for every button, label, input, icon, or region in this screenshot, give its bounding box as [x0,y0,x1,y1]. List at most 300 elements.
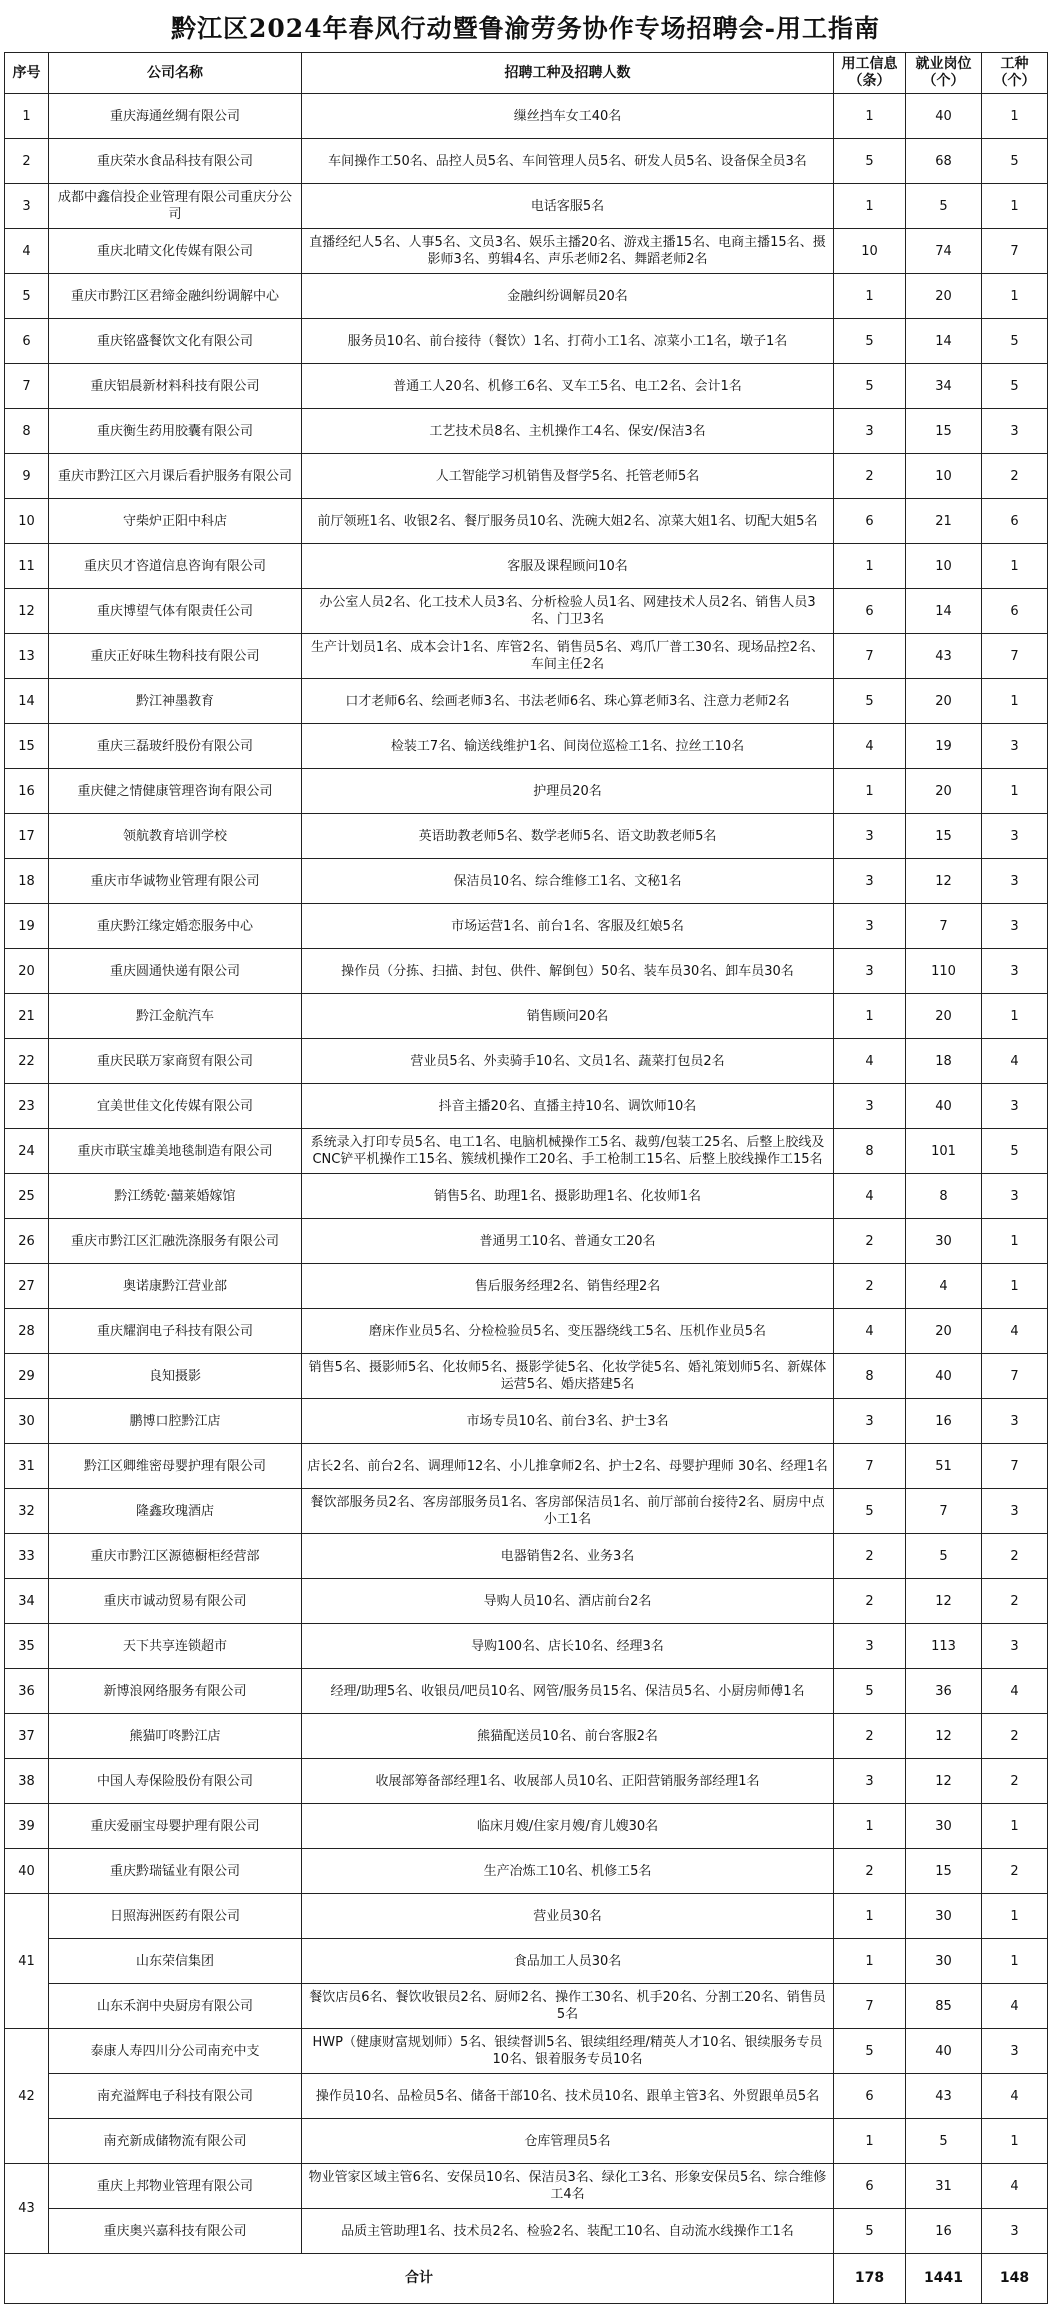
info-count: 1 [834,1804,906,1849]
positions-count: 14 [906,589,982,634]
job-list [302,1039,834,1084]
row-index: 40 [5,1849,49,1894]
row-index: 28 [5,1309,49,1354]
positions-count: 20 [906,994,982,1039]
job-list [302,949,834,994]
positions-count: 43 [906,2074,982,2119]
table-row [5,1444,1048,1489]
job-list-text: 营业员5名、外卖骑手10名、文员1名、蔬菜打包员2名 [410,1053,725,1069]
job-list-text: 电器销售2名、业务3名 [500,1548,635,1564]
positions-count: 7 [906,1489,982,1534]
positions-count: 40 [906,1354,982,1399]
company-name: 隆鑫玫瑰酒店 [49,1489,302,1534]
positions-count: 5 [906,1534,982,1579]
recruitment-table [4,52,1048,2304]
row-index: 13 [5,634,49,679]
row-index: 37 [5,1714,49,1759]
info-count: 2 [834,1264,906,1309]
types-count: 3 [982,2029,1048,2074]
company-name: 重庆爱丽宝母婴护理有限公司 [49,1804,302,1849]
types-count: 2 [982,1849,1048,1894]
table-row [5,454,1048,499]
row-index: 20 [5,949,49,994]
job-list-text: 生产计划员1名、成本会计1名、库管2名、销售员5名、鸡爪厂普工30名、现场品控2名、车间主任2名 [311,640,824,672]
row-index: 38 [5,1759,49,1804]
table-row [5,1264,1048,1309]
job-list [302,1399,834,1444]
types-count: 7 [982,229,1048,274]
company-name: 南充新成储物流有限公司 [49,2119,302,2164]
types-count: 2 [982,1579,1048,1624]
table-row [5,1624,1048,1669]
row-index: 22 [5,1039,49,1084]
row-index: 2 [5,139,49,184]
company-name: 重庆荣水食品科技有限公司 [49,139,302,184]
table-row [5,1894,1048,1939]
job-list [302,229,834,274]
job-list [302,2074,834,2119]
job-list [302,589,834,634]
job-list-text: 仓库管理员5名 [524,2133,611,2149]
types-count: 3 [982,409,1048,454]
positions-count: 15 [906,814,982,859]
table-row [5,1129,1048,1174]
row-index: 1 [5,94,49,139]
info-count: 5 [834,2029,906,2074]
positions-count: 30 [906,1894,982,1939]
company-name: 重庆博望气体有限责任公司 [49,589,302,634]
info-count: 4 [834,1309,906,1354]
job-list [302,1084,834,1129]
company-name: 黔江区卿维密母婴护理有限公司 [49,1444,302,1489]
table-row [5,1849,1048,1894]
table-row [5,2074,1048,2119]
company-name: 重庆市黔江区源德橱柜经营部 [49,1534,302,1579]
types-count: 4 [982,1984,1048,2029]
company-name: 重庆市黔江区汇融洗涤服务有限公司 [49,1219,302,1264]
job-list-text: 办公室人员2名、化工技术人员3名、分析检验人员1名、网建技术人员2名、销售人员3名、门卫3名 [319,595,816,627]
positions-count: 20 [906,769,982,814]
row-index: 12 [5,589,49,634]
info-count: 5 [834,139,906,184]
positions-count: 10 [906,454,982,499]
info-count: 3 [834,1399,906,1444]
job-list [302,274,834,319]
table-row [5,1489,1048,1534]
positions-count: 40 [906,94,982,139]
types-count: 2 [982,1759,1048,1804]
job-list [302,1714,834,1759]
totals-label: 合计 [5,2254,834,2304]
positions-count: 30 [906,1219,982,1264]
positions-count: 110 [906,949,982,994]
row-index: 6 [5,319,49,364]
job-list-text: 磨床作业员5名、分检检验员5名、变压器绕线工5名、压机作业员5名 [368,1323,767,1339]
info-count: 5 [834,364,906,409]
positions-count: 15 [906,409,982,454]
table-row [5,1579,1048,1624]
job-list [302,1624,834,1669]
table-row [5,184,1048,229]
types-count: 5 [982,1129,1048,1174]
job-list [302,1579,834,1624]
job-list [302,859,834,904]
row-index: 23 [5,1084,49,1129]
job-list [302,499,834,544]
info-count: 3 [834,1624,906,1669]
company-name: 黔江绣乾·囍莱婚嫁馆 [49,1174,302,1219]
info-count: 5 [834,1489,906,1534]
job-list [302,1444,834,1489]
job-list-text: 电话客服5名 [530,198,605,214]
company-name: 重庆北晴文化传媒有限公司 [49,229,302,274]
job-list [302,1984,834,2029]
types-count: 2 [982,454,1048,499]
info-count: 3 [834,814,906,859]
table-row [5,499,1048,544]
positions-count: 4 [906,1264,982,1309]
job-list-text: 系统录入打印专员5名、电工1名、电脑机械操作工5名、裁剪/包装工25名、后整上胶线及CNC铲平机操作工15名、簇绒机操作工20名、手工枪制工15名、后整上胶线操作工15名 [310,1135,825,1167]
row-index: 4 [5,229,49,274]
table-row [5,1354,1048,1399]
table-row [5,1984,1048,2029]
table-row [5,1714,1048,1759]
job-list [302,679,834,724]
row-index: 32 [5,1489,49,1534]
positions-count: 31 [906,2164,982,2209]
types-count: 3 [982,1174,1048,1219]
job-list-text: 熊猫配送员10名、前台客服2名 [477,1728,658,1744]
info-count: 5 [834,319,906,364]
types-count: 4 [982,1309,1048,1354]
positions-count: 15 [906,1849,982,1894]
row-index: 27 [5,1264,49,1309]
info-count: 6 [834,499,906,544]
job-list-text: 销售5名、摄影师5名、化妆师5名、摄影学徒5名、化妆学徒5名、婚礼策划师5名、新媒体运营5名、婚庆搭建5名 [308,1360,827,1392]
table-row [5,2029,1048,2074]
table-row [5,1939,1048,1984]
row-index: 25 [5,1174,49,1219]
info-count: 7 [834,634,906,679]
job-list [302,769,834,814]
types-count: 3 [982,724,1048,769]
company-name: 领航教育培训学校 [49,814,302,859]
job-list-text: 缫丝挡车女工40名 [513,108,622,124]
row-index: 15 [5,724,49,769]
positions-count: 12 [906,859,982,904]
table-row [5,814,1048,859]
company-name: 重庆奥兴嘉科技有限公司 [49,2209,302,2254]
header-positions: 就业岗位（个） [906,53,982,94]
types-count: 1 [982,1264,1048,1309]
positions-count: 40 [906,2029,982,2074]
job-list [302,1219,834,1264]
job-list-text: 店长2名、前台2名、调理师12名、小儿推拿师2名、护士2名、母婴护理师 30名、经理1名 [307,1458,828,1474]
positions-count: 18 [906,1039,982,1084]
info-count: 1 [834,544,906,589]
totals-info: 178 [834,2254,906,2304]
company-name: 鹏博口腔黔江店 [49,1399,302,1444]
company-name: 重庆正好味生物科技有限公司 [49,634,302,679]
row-index: 31 [5,1444,49,1489]
job-list [302,724,834,769]
positions-count: 12 [906,1759,982,1804]
job-list-text: 餐饮部服务员2名、客房部服务员1名、客房部保洁员1名、前厅部前台接待2名、厨房中点小工1名 [310,1495,825,1527]
company-name: 重庆健之情健康管理咨询有限公司 [49,769,302,814]
row-index: 36 [5,1669,49,1714]
types-count: 7 [982,634,1048,679]
info-count: 2 [834,454,906,499]
types-count: 3 [982,814,1048,859]
job-list [302,904,834,949]
job-list-text: 食品加工人员30名 [513,1953,622,1969]
company-name: 重庆上邦物业管理有限公司 [49,2164,302,2209]
company-name: 重庆黔瑞锰业有限公司 [49,1849,302,1894]
job-list [302,1264,834,1309]
job-list [302,1939,834,1984]
job-list-text: 客服及课程顾问10名 [507,558,628,574]
table-row [5,94,1048,139]
types-count: 4 [982,1039,1048,1084]
job-list [302,634,834,679]
row-index: 18 [5,859,49,904]
info-count: 4 [834,1174,906,1219]
types-count: 3 [982,1399,1048,1444]
job-list-text: 销售顾问20名 [526,1008,609,1024]
job-list [302,409,834,454]
positions-count: 85 [906,1984,982,2029]
table-row [5,1399,1048,1444]
info-count: 2 [834,1714,906,1759]
types-count: 1 [982,274,1048,319]
positions-count: 51 [906,1444,982,1489]
job-list-text: 物业管家区域主管6名、安保员10名、保洁员3名、绿化工3名、形象安保员5名、综合维修工4名 [308,2170,827,2202]
company-name: 重庆贝才咨道信息咨询有限公司 [49,544,302,589]
job-list [302,364,834,409]
company-name: 良知摄影 [49,1354,302,1399]
job-list-text: 餐饮店员6名、餐饮收银员2名、厨师2名、操作工30名、机手20名、分割工20名、销售员5名 [309,1990,826,2022]
table-body [5,94,1048,2254]
company-name: 南充溢辉电子科技有限公司 [49,2074,302,2119]
types-count: 3 [982,859,1048,904]
positions-count: 19 [906,724,982,769]
row-index: 33 [5,1534,49,1579]
info-count: 6 [834,2074,906,2119]
types-count: 3 [982,1489,1048,1534]
info-count: 2 [834,1579,906,1624]
job-list [302,544,834,589]
info-count: 4 [834,1039,906,1084]
table-row [5,679,1048,724]
table-row [5,904,1048,949]
row-index: 26 [5,1219,49,1264]
types-count: 4 [982,2164,1048,2209]
types-count: 1 [982,1939,1048,1984]
types-count: 5 [982,139,1048,184]
page-title: 黔江区2024年春风行动暨鲁渝劳务协作专场招聘会-用工指南 [171,14,880,43]
job-list [302,1354,834,1399]
company-name: 山东禾润中央厨房有限公司 [49,1984,302,2029]
job-list-text: 操作员10名、品检员5名、储备干部10名、技术员10名、跟单主管3名、外贸跟单员5名 [315,2088,820,2104]
info-count: 5 [834,2209,906,2254]
info-count: 3 [834,409,906,454]
job-list-text: 抖音主播20名、直播主持10名、调饮师10名 [438,1098,697,1114]
table-row [5,139,1048,184]
company-name: 重庆黔江缘定婚恋服务中心 [49,904,302,949]
info-count: 1 [834,994,906,1039]
types-count: 5 [982,364,1048,409]
info-count: 2 [834,1219,906,1264]
info-count: 1 [834,769,906,814]
info-count: 2 [834,1849,906,1894]
types-count: 1 [982,994,1048,1039]
info-count: 1 [834,94,906,139]
row-index: 34 [5,1579,49,1624]
job-list [302,1894,834,1939]
header-index: 序号 [5,53,49,94]
info-count: 1 [834,274,906,319]
table-row [5,2209,1048,2254]
positions-count: 16 [906,1399,982,1444]
job-list-text: 导购100名、店长10名、经理3名 [471,1638,664,1654]
row-index: 10 [5,499,49,544]
positions-count: 7 [906,904,982,949]
company-name: 重庆铭盛餐饮文化有限公司 [49,319,302,364]
positions-count: 30 [906,1804,982,1849]
positions-count: 12 [906,1714,982,1759]
row-index: 16 [5,769,49,814]
company-name: 中国人寿保险股份有限公司 [49,1759,302,1804]
totals-row [5,2254,1048,2304]
job-list-text: 普通男工10名、普通女工20名 [479,1233,656,1249]
job-list-text: 临床月嫂/住家月嫂/育儿嫂30名 [476,1818,659,1834]
company-name: 重庆市联宝雄美地毯制造有限公司 [49,1129,302,1174]
types-count: 3 [982,2209,1048,2254]
table-row [5,1669,1048,1714]
positions-count: 16 [906,2209,982,2254]
company-name: 日照海洲医药有限公司 [49,1894,302,1939]
types-count: 6 [982,589,1048,634]
job-list [302,1534,834,1579]
job-list-text: 口才老师6名、绘画老师3名、书法老师6名、珠心算老师3名、注意力老师2名 [345,693,790,709]
info-count: 3 [834,949,906,994]
table-row [5,544,1048,589]
job-list [302,1759,834,1804]
positions-count: 36 [906,1669,982,1714]
info-count: 3 [834,1084,906,1129]
job-list [302,139,834,184]
positions-count: 74 [906,229,982,274]
job-list [302,319,834,364]
row-index: 9 [5,454,49,499]
table-footer [5,2254,1048,2304]
company-name: 重庆市华诚物业管理有限公司 [49,859,302,904]
company-name: 重庆市诚动贸易有限公司 [49,1579,302,1624]
types-count: 1 [982,1894,1048,1939]
job-list-text: HWP（健康财富规划师）5名、银续督训5名、银续组经理/精英人才10名、银续服务专员10名、银着服务专员10名 [312,2035,823,2067]
job-list-text: 普通工人20名、机修工6名、叉车工5名、电工2名、会计1名 [393,378,742,394]
table-row [5,229,1048,274]
job-list [302,454,834,499]
positions-count: 43 [906,634,982,679]
types-count: 1 [982,1804,1048,1849]
row-index: 30 [5,1399,49,1444]
types-count: 2 [982,1714,1048,1759]
row-index: 19 [5,904,49,949]
info-count: 6 [834,589,906,634]
info-count: 1 [834,1939,906,1984]
types-count: 4 [982,1669,1048,1714]
row-index: 5 [5,274,49,319]
positions-count: 113 [906,1624,982,1669]
info-count: 5 [834,1669,906,1714]
table-row [5,859,1048,904]
row-index: 21 [5,994,49,1039]
table-row [5,364,1048,409]
positions-count: 20 [906,679,982,724]
info-count: 4 [834,724,906,769]
company-name: 宜美世佳文化传媒有限公司 [49,1084,302,1129]
types-count: 3 [982,904,1048,949]
types-count: 7 [982,1444,1048,1489]
job-list [302,814,834,859]
header-jobs: 招聘工种及招聘人数 [302,53,834,94]
info-count: 10 [834,229,906,274]
job-list-text: 售后服务经理2名、销售经理2名 [474,1278,661,1294]
positions-count: 40 [906,1084,982,1129]
types-count: 1 [982,544,1048,589]
header-company: 公司名称 [49,53,302,94]
types-count: 1 [982,769,1048,814]
table-row [5,2164,1048,2209]
company-name: 重庆海通丝绸有限公司 [49,94,302,139]
company-name: 成都中鑫信投企业管理有限公司重庆分公司 [49,184,302,229]
row-index: 35 [5,1624,49,1669]
job-list [302,2119,834,2164]
job-list-text: 收展部筹备部经理1名、收展部人员10名、正阳营销服务部经理1名 [375,1773,760,1789]
company-name: 黔江金航汽车 [49,994,302,1039]
positions-count: 30 [906,1939,982,1984]
types-count: 2 [982,1534,1048,1579]
row-index: 7 [5,364,49,409]
job-list [302,2029,834,2074]
table-row [5,589,1048,634]
table-row [5,994,1048,1039]
job-list-text: 经理/助理5名、收银员/吧员10名、网管/服务员15名、保洁员5名、小厨房师傅1名 [330,1683,805,1699]
types-count: 1 [982,2119,1048,2164]
table-row [5,274,1048,319]
job-list-text: 护理员20名 [533,783,602,799]
header-info: 用工信息（条） [834,53,906,94]
job-list [302,1489,834,1534]
group-index: 43 [5,2164,49,2254]
job-list-text: 服务员10名、前台接待（餐饮）1名、打荷小工1名、凉菜小工1名，墩子1名 [347,333,788,349]
totals-types: 148 [982,2254,1048,2304]
job-list-text: 车间操作工50名、品控人员5名、车间管理人员5名、研发人员5名、设备保全员3名 [328,153,807,169]
job-list [302,1849,834,1894]
info-count: 1 [834,2119,906,2164]
job-list [302,94,834,139]
table-row [5,1219,1048,1264]
job-list-text: 营业员30名 [533,1908,602,1924]
positions-count: 101 [906,1129,982,1174]
info-count: 8 [834,1129,906,1174]
row-index: 17 [5,814,49,859]
info-count: 3 [834,1759,906,1804]
table-row [5,1039,1048,1084]
table-row [5,1084,1048,1129]
table-header [5,53,1048,94]
